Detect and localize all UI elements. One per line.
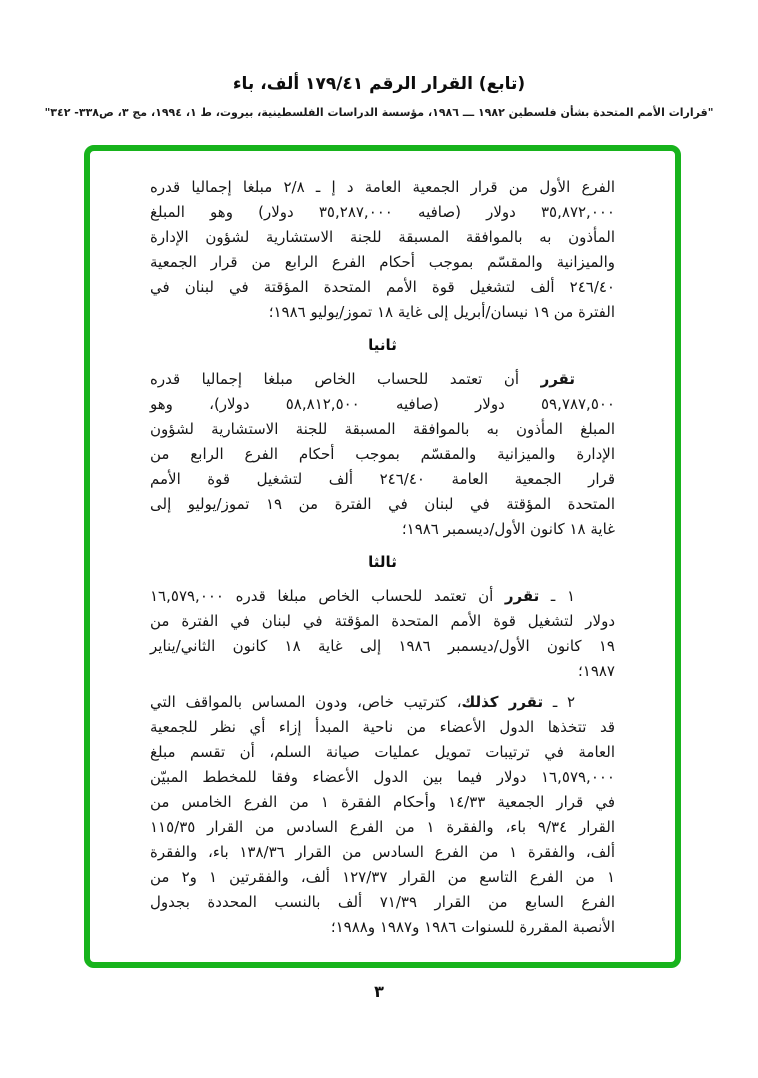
content-frame (84, 145, 681, 968)
text-line: ١٩٨٧؛ (577, 662, 615, 680)
text-line: ١٦,٥٧٩,٠٠٠ دولار فيما بين الدول الأعضاء وفقا للمخطط المبيّن (150, 768, 615, 786)
text-line: المبلغ المأذون به بالموافقة المسبقة للجنة الاستشارية لشؤون (150, 420, 615, 438)
paragraph (150, 175, 615, 325)
paragraph (150, 584, 615, 684)
text-line: المتحدة المؤقتة في لبنان في الفترة من ١٩ تموز/يوليو إلى (150, 495, 615, 513)
paragraph (150, 367, 615, 542)
box-content (90, 151, 675, 940)
text-line: القرار ٩/٣٤ باء، والفقرة ١ من الفرع السادس من القرار ١١٥/٣٥ (150, 818, 615, 836)
paragraph (150, 690, 615, 940)
text-line: ٢٤٦/٤٠ ألف لتشغيل قوة الأمم المتحدة المؤقتة في لبنان في (150, 278, 615, 296)
text-line: ألف، والفقرة ١ من الفرع السادس من القرار ١٣٨/٣٦ باء، والفقرة (150, 843, 616, 861)
text-line: المأذون به بالموافقة المسبقة للجنة الاستشارية لشؤون الإدارة (150, 228, 615, 246)
text-line: قد تتخذها الدول الأعضاء من ناحية المبدأ إزاء أي نظر للجمعية (150, 718, 615, 736)
text-line: الفترة من ١٩ نيسان/أبريل إلى غاية ١٨ تموز/يوليو ١٩٨٦؛ (268, 303, 615, 321)
text-line: دولار لتشغيل قوة الأمم المتحدة المؤقتة في لبنان في الفترة من (150, 612, 615, 630)
section-heading: ثانيا (368, 336, 397, 354)
source-citation: "قرارات الأمم المتحدة بشأن فلسطين ١٩٨٢ ـــ ١٩٨٦، مؤسسة الدراسات الفلسطينية، بيروت، ط ١، ١٩٩٤، مج ٣، ص٣٣٨- ٣٤٢" (44, 106, 714, 119)
text-line: الأنصبة المقررة للسنوات ١٩٨٦ و١٩٨٧ و١٩٨٨؛ (330, 918, 615, 936)
text-line: ٥٩,٧٨٧,٥٠٠ دولار (صافيه ٥٨,٨١٢,٥٠٠ دولار)، وهو (150, 395, 615, 413)
text-line: في قرار الجمعية ١٤/٣٣ وأحكام الفقرة ١ من الفرع الخامس من (150, 793, 615, 811)
text-line: العامة في ترتيبات تمويل عمليات صيانة السلم، أن تقسم مبلغ (150, 743, 615, 761)
page-number: ٣ (374, 982, 384, 1001)
text-line: ١٩ كانون الأول/ديسمبر ١٩٨٦ إلى غاية ١٨ كانون الثاني/يناير (150, 637, 615, 655)
text-line: ١ من الفرع التاسع من القرار ١٢٧/٣٧ ألف، والفقرتين ١ و٢ من (150, 868, 615, 886)
page-title: (تابع) القرار الرقم ١٧٩/٤١ ألف، باء (232, 74, 526, 94)
text-line: الفرع السابع من القرار ٧١/٣٩ ألف بالنسب المحددة بجدول (150, 893, 615, 911)
text-line: الإدارة والميزانية والمقسّم بموجب أحكام الفرع الرابع من (150, 445, 615, 463)
text-line: ١ ـ تقرر أن تعتمد للحساب الخاص مبلغا قدره ١٦,٥٧٩,٠٠٠ (150, 587, 575, 605)
text-line: تقرر أن تعتمد للحساب الخاص مبلغا إجماليا قدره (150, 370, 575, 388)
text-line: ٣٥,٨٧٢,٠٠٠ دولار (صافيه ٣٥,٢٨٧,٠٠٠ دولار) وهو المبلغ (150, 203, 615, 221)
text-line: الفرع الأول من قرار الجمعية العامة د إ ـ ٢/٨ مبلغا إجماليا قدره (150, 178, 616, 196)
text-line: غاية ١٨ كانون الأول/ديسمبر ١٩٨٦؛ (401, 520, 615, 538)
text-line: والميزانية والمقسّم بموجب أحكام الفرع الرابع من قرار الجمعية (150, 253, 615, 271)
text-line: ٢ ـ تقرر كذلك، كترتيب خاص، ودون المساس بالمواقف التي (150, 693, 575, 711)
section-heading: ثالثا (368, 553, 397, 571)
text-line: قرار الجمعية العامة ٢٤٦/٤٠ ألف لتشغيل قوة الأمم (150, 470, 615, 488)
